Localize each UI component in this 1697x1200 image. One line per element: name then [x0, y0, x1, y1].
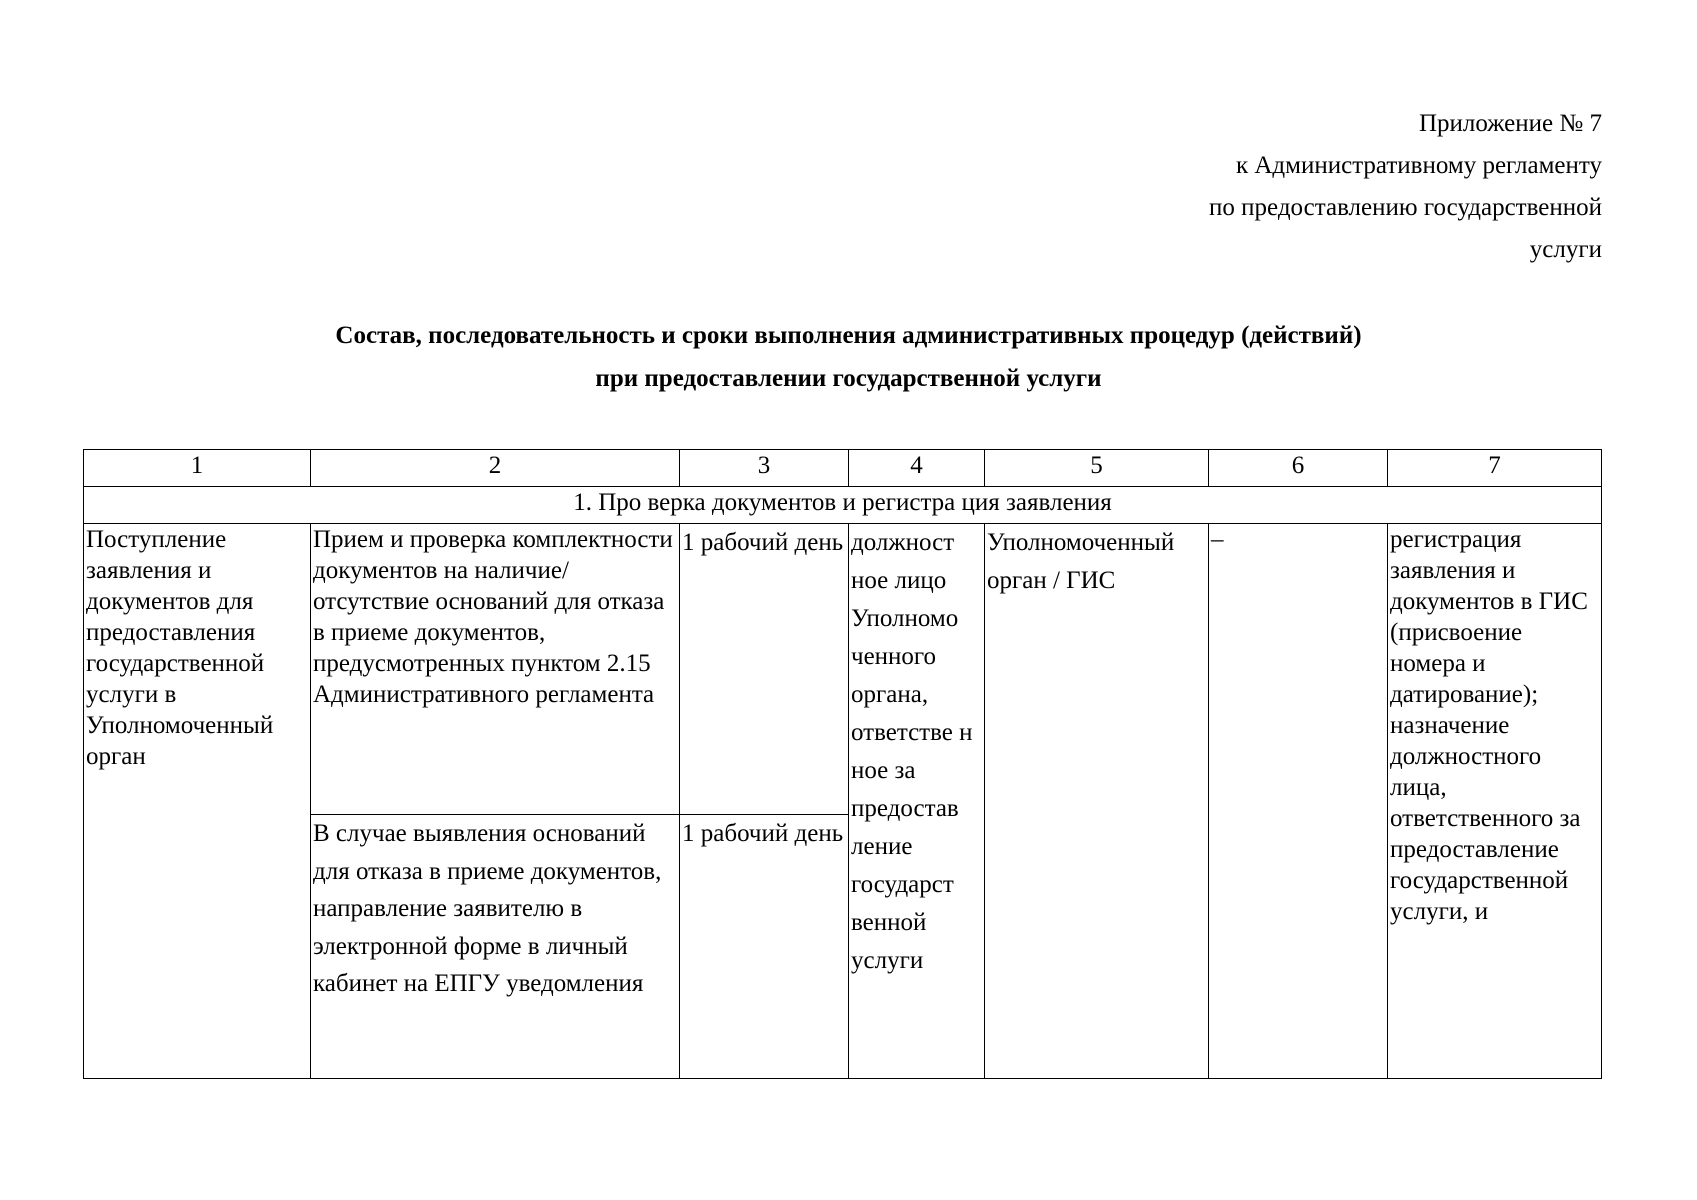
document-title	[0, 314, 1697, 400]
appendix-header	[1209, 103, 1602, 271]
column-number: 7	[1388, 450, 1602, 487]
cell-responsible-official: должност ное лицо Уполномо ченного органа, ответстве н ное за предостав ление государст венной услуги	[849, 524, 985, 1079]
appendix-reference-line: услуги	[1529, 236, 1602, 263]
cell-procedure-term: 1 рабочий день	[680, 524, 849, 815]
column-number: 6	[1209, 450, 1388, 487]
cell-procedure-basis: Поступление заявления и документов для предоставления государственной услуги в Уполномоченный орган	[84, 524, 311, 1079]
column-number: 3	[680, 450, 849, 487]
cell-location: Уполномоченный орган / ГИС	[985, 524, 1209, 1079]
title-line: при предоставлении государственной услуги	[595, 365, 1102, 392]
section-title: 1. Про верка документов и регистра ция заявления	[84, 487, 1602, 524]
column-number: 5	[985, 450, 1209, 487]
column-number: 2	[311, 450, 680, 487]
column-number: 4	[849, 450, 985, 487]
cell-result: регистрация заявления и документов в ГИС (присвоение номера и датирование); назначение должностного лица, ответственного за предоставление государственной услуги, и	[1388, 524, 1602, 1079]
cell-decision-criteria: –	[1209, 524, 1388, 1079]
table-row	[84, 524, 1602, 815]
cell-procedure-action: В случае выявления оснований для отказа в приеме документов, направление заявителю в электронной форме в личный кабинет на ЕПГУ уведомления	[311, 815, 680, 1079]
cell-procedure-action: Прием и проверка комплектности документов на наличие/отсутствие оснований для отказа в приеме документов, предусмотренных пунктом 2.15 Административного регламента	[311, 524, 680, 815]
column-number-row	[84, 450, 1602, 487]
procedures-table	[83, 449, 1602, 1079]
column-number: 1	[84, 450, 311, 487]
section-row	[84, 487, 1602, 524]
appendix-reference-line: к Административному регламенту	[1235, 152, 1602, 179]
title-line: Состав, последовательность и сроки выполнения административных процедур (действий)	[335, 322, 1362, 349]
appendix-number: Приложение № 7	[1418, 110, 1602, 137]
appendix-reference-line: по предоставлению государственной	[1209, 194, 1602, 221]
cell-procedure-term: 1 рабочий день	[680, 815, 849, 1079]
